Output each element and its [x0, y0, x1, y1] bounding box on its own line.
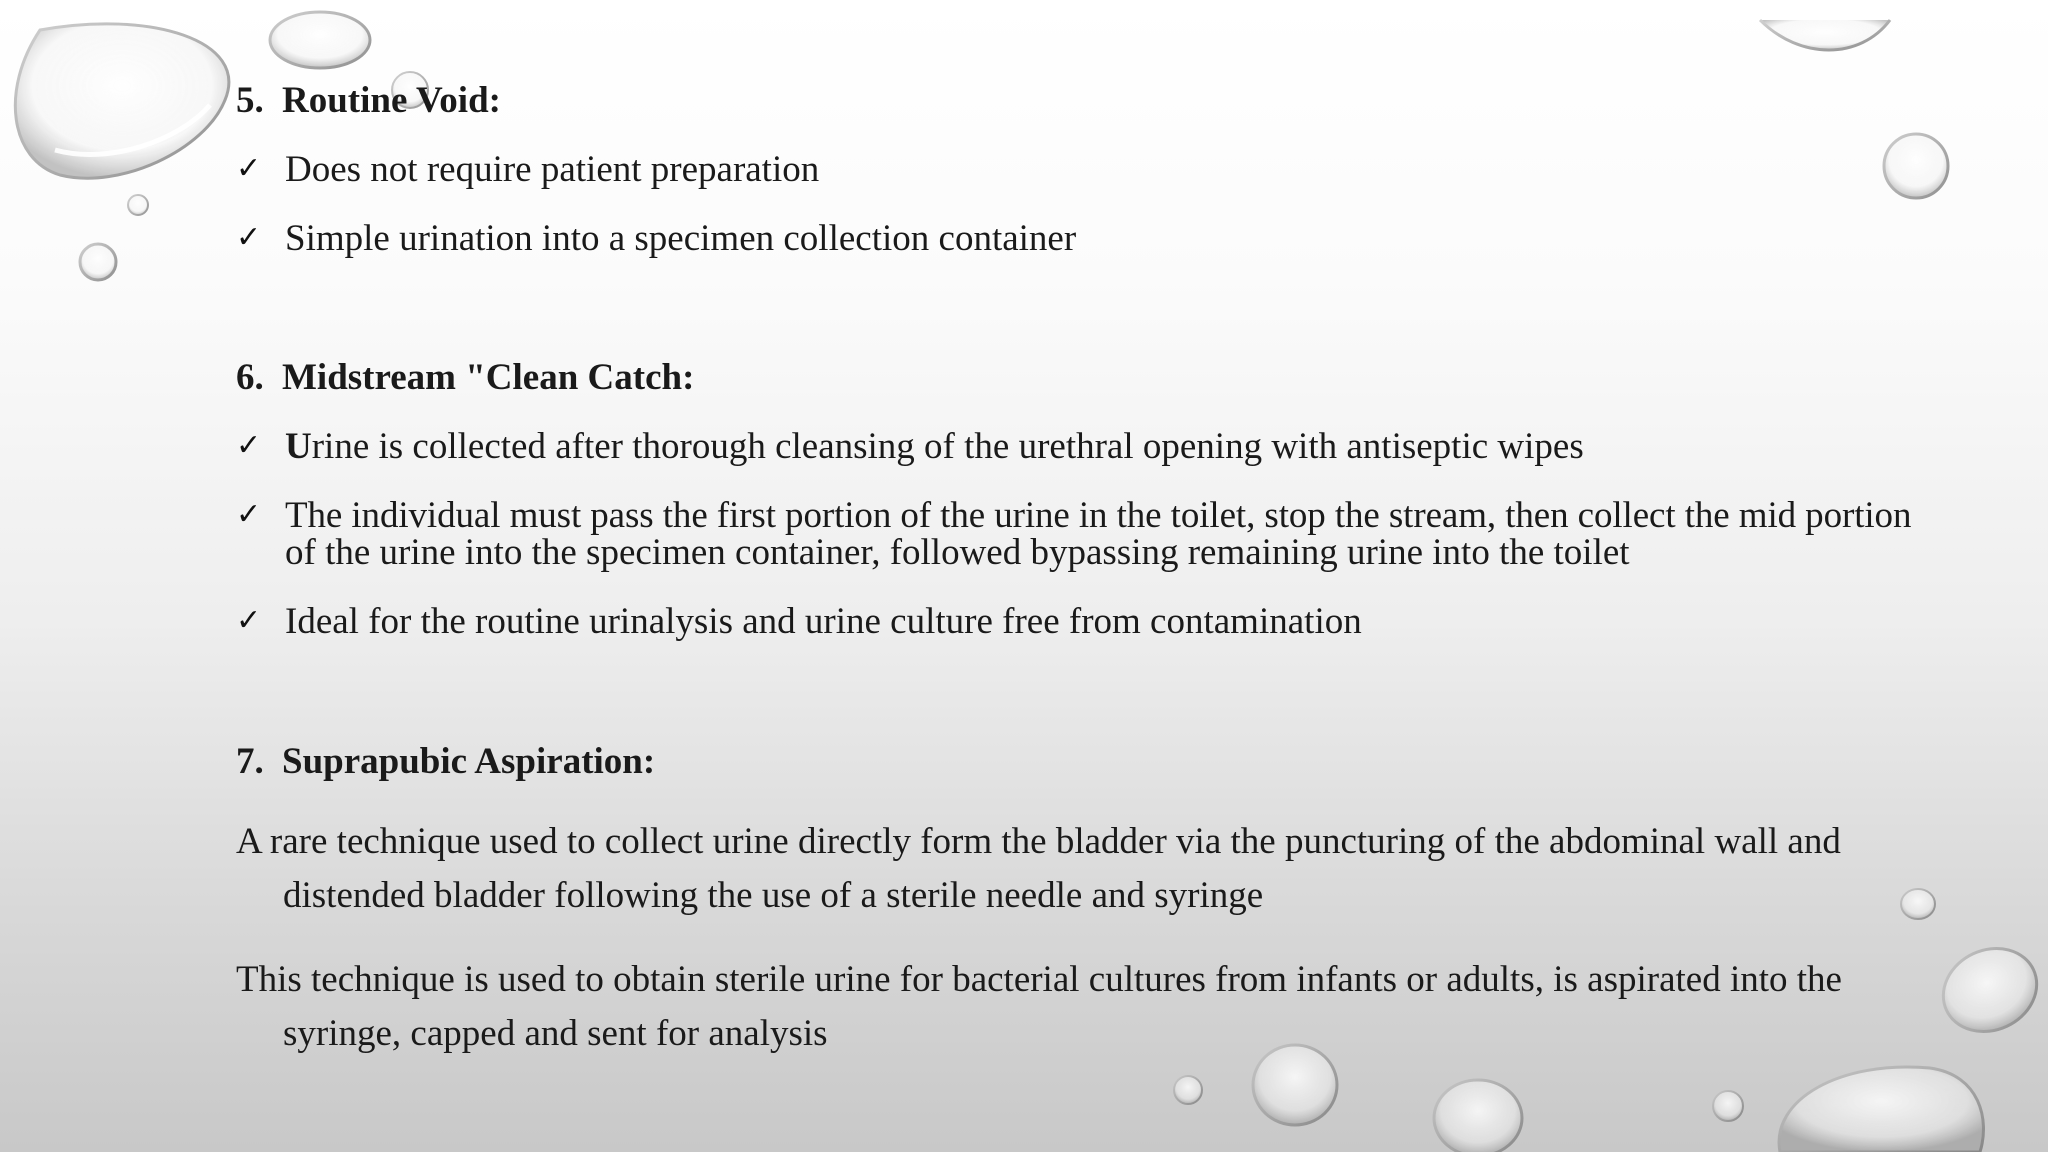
bullet-text: The individual must pass the first portion of the urine in the toilet, stop the stream, then collect the mid portion [285, 495, 1912, 536]
bullet-text: Ideal for the routine urinalysis and urine culture free from contamination [285, 601, 1362, 642]
section-heading [236, 359, 694, 397]
check-mark-icon: ✓ [236, 603, 262, 638]
check-mark-icon: ✓ [236, 151, 262, 186]
section-number: 7. [236, 741, 264, 782]
section-heading [236, 82, 501, 120]
bullet-text: Does not require patient preparation [285, 149, 820, 190]
section-title: Suprapubic Aspiration: [282, 741, 656, 782]
check-mark-icon: ✓ [236, 497, 262, 532]
bullet-initial: U [285, 426, 312, 467]
section-title: Routine Void: [282, 80, 501, 121]
section-number: 5. [236, 80, 264, 121]
section-number: 6. [236, 357, 264, 398]
bullet-text: Simple urination into a specimen collection container [285, 218, 1077, 259]
section-heading [236, 743, 655, 781]
paragraph-text-continuation: syringe, capped and sent for analysis [283, 1013, 828, 1054]
bullet-text-continuation: of the urine into the specimen container, followed bypassing remaining urine into the toilet [285, 532, 1630, 573]
check-mark-icon: ✓ [236, 220, 262, 255]
bullet-text [285, 428, 1584, 466]
section-title: Midstream "Clean Catch: [282, 357, 695, 398]
paragraph-text: A rare technique used to collect urine directly form the bladder via the puncturing of the abdominal wall and [236, 821, 1841, 862]
paragraph-text: This technique is used to obtain sterile urine for bacterial cultures from infants or adults, is aspirated into the [236, 959, 1842, 1000]
paragraph-text-continuation: distended bladder following the use of a sterile needle and syringe [283, 875, 1264, 916]
bullet-rest: rine is collected after thorough cleansing of the urethral opening with antiseptic wipes [311, 426, 1584, 467]
check-mark-icon: ✓ [236, 428, 262, 463]
